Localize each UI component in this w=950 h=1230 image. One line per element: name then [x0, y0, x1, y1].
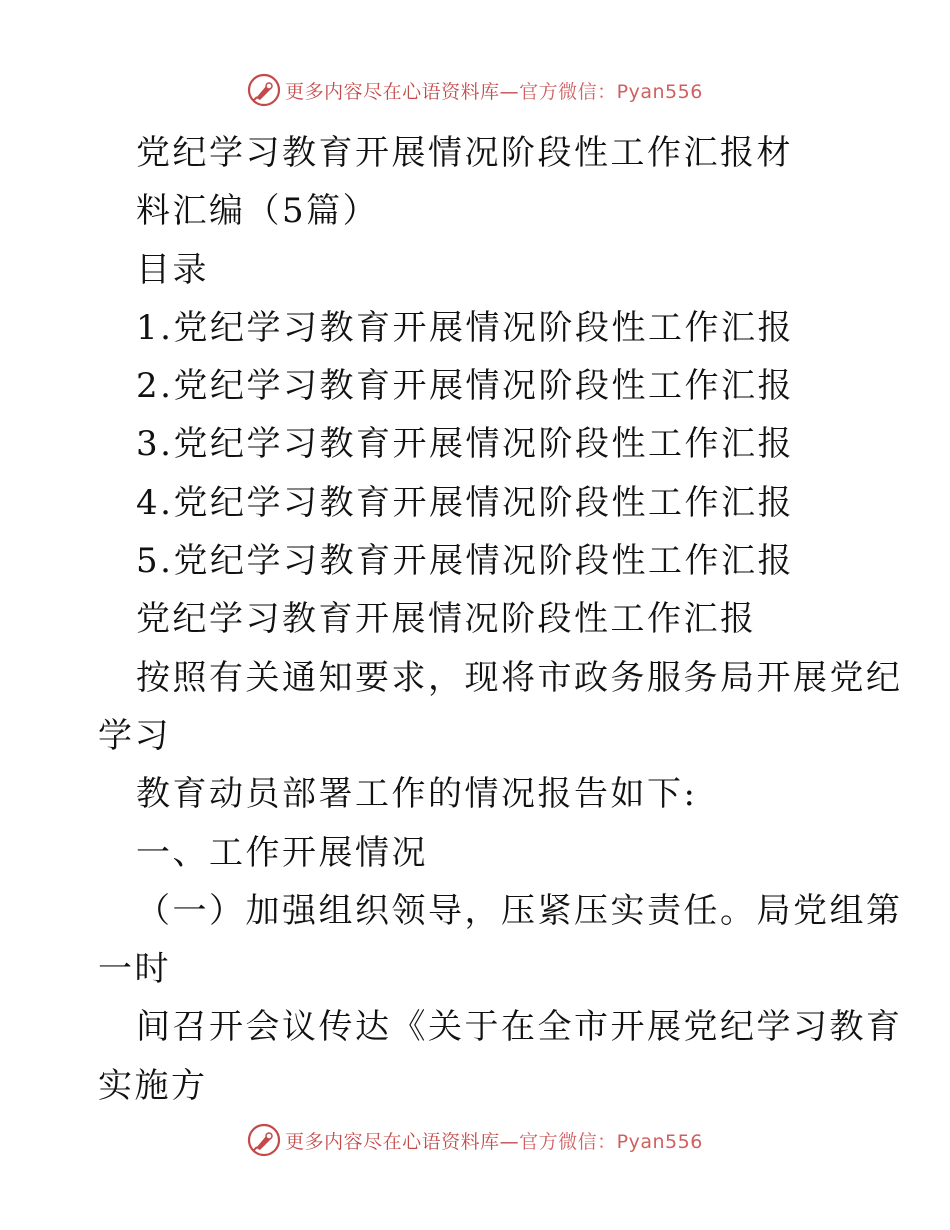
body-line-7: 间召开会议传达《关于在全市开展党纪学习教育	[136, 1007, 903, 1048]
toc-item-3: 3.党纪学习教育开展情况阶段性工作汇报	[136, 424, 794, 465]
footer-brand-text: 更多内容尽在心语资料库	[285, 1130, 500, 1153]
body-line-2: 学习	[98, 715, 171, 756]
pen-nib-logo-icon	[247, 73, 281, 107]
document-body	[98, 124, 903, 1115]
toc-heading: 目录	[136, 249, 209, 290]
body-line-4: 一、工作开展情况	[136, 832, 428, 873]
body-line-6: 一时	[98, 949, 171, 990]
pen-nib-logo-icon	[247, 1123, 281, 1157]
body-line-1: 按照有关通知要求，现将市政务服务局开展党纪	[136, 657, 903, 698]
section-title: 党纪学习教育开展情况阶段性工作汇报	[136, 599, 757, 640]
toc-item-5: 5.党纪学习教育开展情况阶段性工作汇报	[136, 541, 794, 582]
banner-wechat-text: 官方微信：Pyan556	[519, 80, 703, 103]
footer-separator: —	[499, 1130, 520, 1153]
body-line-3: 教育动员部署工作的情况报告如下:	[136, 774, 698, 815]
banner-brand-text: 更多内容尽在心语资料库	[285, 80, 500, 103]
footer-banner	[0, 1120, 950, 1160]
toc-item-1: 1.党纪学习教育开展情况阶段性工作汇报	[136, 307, 794, 348]
footer-wechat-text: 官方微信：Pyan556	[519, 1130, 703, 1153]
banner-separator: —	[499, 80, 520, 103]
body-line-8: 实施方	[98, 1065, 208, 1106]
toc-item-4: 4.党纪学习教育开展情况阶段性工作汇报	[136, 482, 794, 523]
toc-item-2: 2.党纪学习教育开展情况阶段性工作汇报	[136, 366, 794, 407]
doc-title-line-1: 党纪学习教育开展情况阶段性工作汇报材	[136, 133, 793, 173]
header-banner	[0, 70, 950, 110]
body-line-5: （一）加强组织领导，压紧压实责任。局党组第	[136, 890, 903, 931]
doc-title-line-2: 料汇编（5篇）	[136, 191, 380, 232]
